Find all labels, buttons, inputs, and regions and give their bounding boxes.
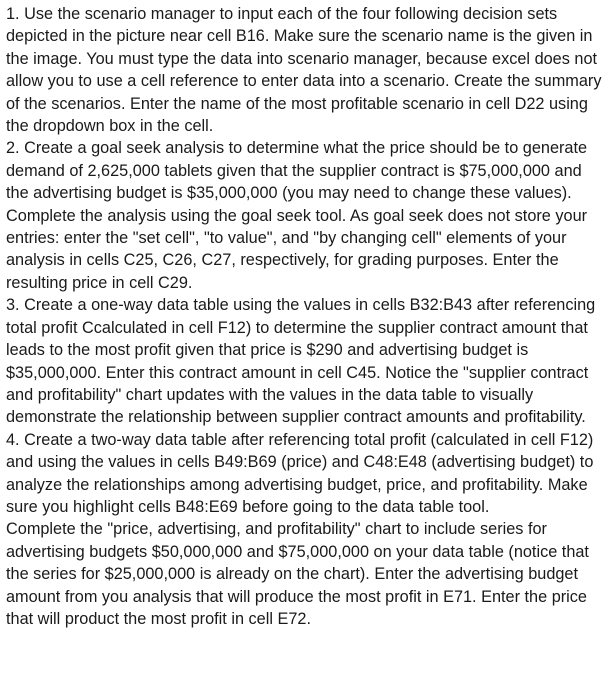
instruction-step-3: 3. Create a one-way data table using the values in cells B32:B43 after referencing total profit Ccalculated in cell F12) to determine the supplier contract amount that leads to the most profit given that price is $290 and advertising budget is $35,000,000. Enter this contract amount in cell C45. Notice the "supplier contract and profitability" chart updates with the values in the data table to visually demonstrate the relationship between supplier contract amounts and profitability.	[6, 296, 596, 427]
instruction-chart-completion: Complete the "price, advertising, and profitability" chart to include series for advertising budgets $50,000,000 and $75,000,000 on your data table (notice that the series for $25,000,000 is already on the chart). Enter the advertising budget amount from you analysis that will produce the most profit in E71. Enter the price that will product the most profit in cell E72.	[6, 520, 589, 628]
instruction-step-1: 1. Use the scenario manager to input each of the four following decision sets depicted in the picture near cell B16. Make sure the scenario name is the given in the image. You must type the data into scenario manager, because excel does not allow you to use a cell reference to enter data into a scenario. Create the summary of the scenarios. Enter the name of the most profitable scenario in cell D22 using the dropdown box in the cell.	[6, 5, 602, 136]
instruction-step-4: 4. Create a two-way data table after referencing total profit (calculated in cell F12) and using the values in cells B49:B69 (price) and C48:E48 (advertising budget) to analyze the relationships among advertising budget, price, and profitability. Make sure you highlight cells B48:E69 before going to the data table tool.	[6, 430, 594, 516]
instruction-step-2: 2. Create a goal seek analysis to determine what the price should be to generate demand of 2,625,000 tablets given that the supplier contract is $75,000,000 and the advertising budget is $35,000,000 (you may need to change these values). Complete the analysis using the goal seek tool. As goal seek does not store your entries: enter the "set cell", "to value", and "by changing cell" elements of your analysis in cells C25, C26, C27, respectively, for grading purposes. Enter the resulting price in cell C29.	[6, 139, 588, 292]
